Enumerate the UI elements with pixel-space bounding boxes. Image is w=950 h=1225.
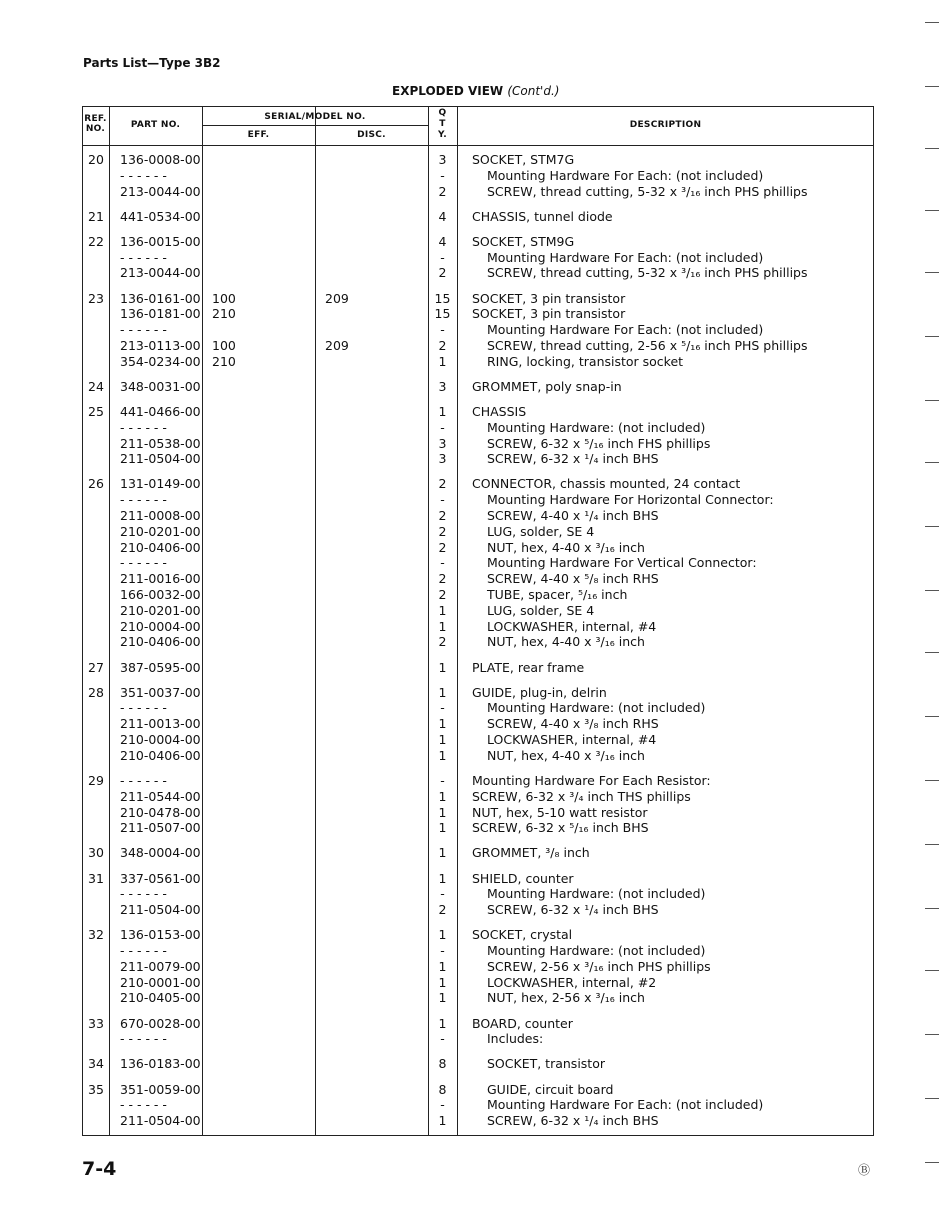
ref-number: 33 — [88, 1015, 104, 1031]
description: Mounting Hardware: (not included) — [487, 943, 706, 958]
serial-disc: 209 — [325, 337, 349, 353]
quantity: 2 — [438, 587, 447, 602]
ref-number: 29 — [88, 772, 104, 788]
ref-number: 26 — [88, 476, 104, 492]
part-number: - - - - - - — [120, 167, 167, 183]
quantity: - — [440, 772, 445, 788]
part-number: - - - - - - — [120, 555, 167, 571]
quantity: 1 — [438, 659, 447, 675]
quantity: - — [440, 419, 445, 435]
description: NUT, hex, 5-10 watt resistor — [472, 804, 648, 820]
ref-number: 20 — [88, 152, 104, 167]
quantity: 1 — [438, 958, 447, 974]
edge-mark — [925, 716, 939, 717]
part-number: 210-0406-00 — [120, 747, 201, 763]
quantity: 1 — [438, 870, 447, 886]
quantity: 2 — [438, 634, 447, 650]
description: LOCKWASHER, internal, #4 — [487, 618, 657, 634]
part-number: 211-0544-00 — [120, 788, 201, 804]
quantity: 4 — [438, 208, 447, 224]
quantity: 1 — [438, 1015, 447, 1031]
description: SCREW, 4-40 x ³/₈ inch RHS — [487, 716, 659, 732]
description: RING, locking, transistor socket — [487, 353, 684, 369]
description: LOCKWASHER, internal, #2 — [487, 974, 657, 990]
quantity: 1 — [438, 618, 447, 634]
description: SCREW, 6-32 x ¹/₄ inch BHS — [487, 1113, 659, 1129]
ref-number: 30 — [88, 845, 104, 861]
description: BOARD, counter — [472, 1015, 573, 1031]
description: NUT, hex, 2-56 x ³/₁₆ inch — [487, 990, 645, 1006]
description: SOCKET, transistor — [487, 1056, 605, 1072]
part-number: 136-0008-00 — [120, 152, 201, 167]
description: Mounting Hardware For Each: (not included) — [487, 322, 764, 338]
description: LUG, solder, SE 4 — [487, 602, 595, 618]
quantity: 4 — [438, 233, 447, 249]
part-number: 351-0059-00 — [120, 1081, 201, 1097]
quantity: - — [440, 1031, 445, 1047]
quantity: - — [440, 943, 445, 958]
section-title-text: EXPLODED VIEW — [392, 84, 504, 98]
part-number: 136-0161-00 — [120, 290, 201, 306]
part-number: 337-0561-00 — [120, 870, 201, 886]
header-serial-model: SERIAL/MODEL NO. — [264, 112, 366, 122]
quantity: - — [440, 1097, 445, 1113]
quantity: 1 — [438, 602, 447, 618]
part-number: - - - - - - — [120, 700, 167, 716]
part-number: - - - - - - — [120, 492, 167, 508]
edge-mark — [925, 590, 939, 591]
quantity: - — [440, 167, 445, 183]
edge-mark — [925, 1034, 939, 1035]
part-number: 136-0183-00 — [120, 1056, 201, 1072]
description: GROMMET, poly snap-in — [472, 378, 622, 394]
ref-number: 21 — [88, 208, 104, 224]
description: NUT, hex, 4-40 x ³/₁₆ inch — [487, 747, 645, 763]
part-number: 211-0538-00 — [120, 435, 201, 451]
description: LOCKWASHER, internal, #4 — [487, 732, 657, 747]
quantity: 1 — [438, 845, 447, 861]
description: SOCKET, 3 pin transistor — [472, 306, 626, 322]
description: CHASSIS, tunnel diode — [472, 208, 613, 224]
description: Mounting Hardware For Horizontal Connector: — [487, 492, 774, 508]
quantity: - — [440, 700, 445, 716]
description: SCREW, 6-32 x ¹/₄ inch BHS — [487, 902, 659, 918]
part-number: 213-0044-00 — [120, 183, 201, 199]
description: SCREW, 4-40 x ¹/₄ inch BHS — [487, 508, 659, 523]
description: NUT, hex, 4-40 x ³/₁₆ inch — [487, 539, 645, 555]
part-number: 211-0008-00 — [120, 508, 201, 523]
header-disc: DISC. — [357, 130, 386, 140]
part-number: 211-0504-00 — [120, 902, 201, 918]
description: SCREW, 6-32 x ¹/₄ inch BHS — [487, 451, 659, 467]
quantity: 2 — [438, 337, 447, 353]
description: Mounting Hardware: (not included) — [487, 700, 706, 716]
description: PLATE, rear frame — [472, 659, 585, 675]
description: SCREW, thread cutting, 2-56 x ⁵/₁₆ inch PHS phillips — [487, 337, 808, 353]
edge-mark — [925, 970, 939, 971]
description: SOCKET, STM7G — [472, 152, 575, 167]
header-qty-line3: Y. — [437, 130, 448, 140]
part-number: 213-0113-00 — [120, 337, 201, 353]
description: Mounting Hardware For Each: (not included) — [487, 249, 764, 265]
quantity: 3 — [438, 451, 447, 467]
ref-number: 24 — [88, 378, 104, 394]
edge-mark — [925, 652, 939, 653]
part-number: 210-0201-00 — [120, 523, 201, 539]
part-number: 210-0004-00 — [120, 618, 201, 634]
description: TUBE, spacer, ⁵/₁₆ inch — [487, 587, 628, 602]
quantity: 2 — [438, 523, 447, 539]
description: GROMMET, ³/₈ inch — [472, 845, 590, 861]
description: LUG, solder, SE 4 — [487, 523, 595, 539]
part-number: 166-0032-00 — [120, 587, 201, 602]
edge-mark — [925, 526, 939, 527]
header-ref-line1: REF. — [84, 114, 107, 124]
section-title-continued: (Cont'd.) — [507, 84, 560, 98]
description: SCREW, 2-56 x ³/₁₆ inch PHS phillips — [487, 958, 711, 974]
description: Mounting Hardware For Each Resistor: — [472, 772, 711, 788]
header-ref-line2: NO. — [85, 124, 106, 134]
edge-mark — [925, 272, 939, 273]
ref-number: 25 — [88, 403, 104, 419]
quantity: 3 — [438, 378, 447, 394]
description: Mounting Hardware: (not included) — [487, 886, 706, 902]
serial-disc: 209 — [325, 290, 349, 306]
serial-eff: 210 — [212, 353, 236, 369]
header-qty-line2: T — [439, 119, 446, 129]
quantity: - — [440, 555, 445, 571]
quantity: 1 — [438, 804, 447, 820]
edge-mark — [925, 148, 939, 149]
quantity: 1 — [438, 990, 447, 1006]
revision-mark: Ⓑ — [858, 1163, 871, 1177]
quantity: 1 — [438, 820, 447, 836]
quantity: 1 — [438, 403, 447, 419]
quantity: 2 — [438, 183, 447, 199]
description: SCREW, thread cutting, 5-32 x ³/₁₆ inch PHS phillips — [487, 183, 808, 199]
part-number: - - - - - - — [120, 419, 167, 435]
quantity: 8 — [438, 1056, 447, 1072]
quantity: 1 — [438, 974, 447, 990]
description: SHIELD, counter — [472, 870, 574, 886]
description: SCREW, 4-40 x ⁵/₈ inch RHS — [487, 571, 659, 587]
quantity: 3 — [438, 152, 447, 167]
quantity: 15 — [434, 306, 451, 322]
part-number: 211-0016-00 — [120, 571, 201, 587]
part-number: 348-0031-00 — [120, 378, 201, 394]
quantity: 2 — [438, 265, 447, 281]
quantity: 2 — [438, 476, 447, 492]
quantity: 3 — [438, 435, 447, 451]
edge-mark — [925, 1162, 939, 1163]
edge-mark — [925, 210, 939, 211]
ref-number: 31 — [88, 870, 104, 886]
description: Mounting Hardware For Each: (not included) — [487, 167, 764, 183]
part-number: 136-0153-00 — [120, 927, 201, 943]
ref-number: 35 — [88, 1081, 104, 1097]
quantity: 2 — [438, 508, 447, 523]
description: SCREW, 6-32 x ⁵/₁₆ inch BHS — [472, 820, 649, 836]
quantity: 15 — [434, 290, 451, 306]
part-number: 210-0001-00 — [120, 974, 201, 990]
quantity: 1 — [438, 788, 447, 804]
description: Mounting Hardware For Vertical Connector: — [487, 555, 757, 571]
part-number: 136-0181-00 — [120, 306, 201, 322]
part-number: 210-0406-00 — [120, 539, 201, 555]
part-number: 210-0004-00 — [120, 732, 201, 747]
part-number: - - - - - - — [120, 943, 167, 958]
part-number: 670-0028-00 — [120, 1015, 201, 1031]
page-number: 7-4 — [82, 1158, 117, 1180]
ref-number: 28 — [88, 684, 104, 700]
ref-number: 22 — [88, 233, 104, 249]
part-number: 131-0149-00 — [120, 476, 201, 492]
ref-number: 32 — [88, 927, 104, 943]
part-number: 387-0595-00 — [120, 659, 201, 675]
description: SCREW, 6-32 x ³/₄ inch THS phillips — [472, 788, 691, 804]
quantity: 2 — [438, 902, 447, 918]
quantity: - — [440, 249, 445, 265]
edge-mark — [925, 22, 939, 23]
description: SOCKET, STM9G — [472, 233, 575, 249]
quantity: 1 — [438, 716, 447, 732]
ref-number: 27 — [88, 659, 104, 675]
part-number: 351-0037-00 — [120, 684, 201, 700]
quantity: - — [440, 492, 445, 508]
edge-mark — [925, 844, 939, 845]
edge-mark — [925, 400, 939, 401]
ref-number: 34 — [88, 1056, 104, 1072]
header-description: DESCRIPTION — [629, 120, 702, 130]
part-number: 136-0015-00 — [120, 233, 201, 249]
description: GUIDE, plug-in, delrin — [472, 684, 607, 700]
quantity: 8 — [438, 1081, 447, 1097]
edge-mark — [925, 86, 939, 87]
part-number: - - - - - - — [120, 772, 167, 788]
quantity: 2 — [438, 539, 447, 555]
quantity: 1 — [438, 1113, 447, 1129]
header-qty-line1: Q — [438, 108, 447, 118]
quantity: 1 — [438, 927, 447, 943]
quantity: 1 — [438, 684, 447, 700]
part-number: - - - - - - — [120, 886, 167, 902]
part-number: 211-0013-00 — [120, 716, 201, 732]
part-number: 211-0507-00 — [120, 820, 201, 836]
description: SOCKET, 3 pin transistor — [472, 290, 626, 306]
edge-mark — [925, 908, 939, 909]
header-eff: EFF. — [247, 130, 270, 140]
description: NUT, hex, 4-40 x ³/₁₆ inch — [487, 634, 645, 650]
serial-eff: 210 — [212, 306, 236, 322]
serial-eff: 100 — [212, 337, 236, 353]
quantity: 1 — [438, 732, 447, 747]
part-number: 210-0201-00 — [120, 602, 201, 618]
part-number: - - - - - - — [120, 1031, 167, 1047]
part-number: - - - - - - — [120, 322, 167, 338]
part-number: 210-0406-00 — [120, 634, 201, 650]
description: SOCKET, crystal — [472, 927, 573, 943]
serial-eff: 100 — [212, 290, 236, 306]
part-number: 211-0504-00 — [120, 451, 201, 467]
edge-mark — [925, 1098, 939, 1099]
description: CHASSIS — [472, 403, 527, 419]
description: SCREW, thread cutting, 5-32 x ³/₁₆ inch PHS phillips — [487, 265, 808, 281]
quantity: - — [440, 886, 445, 902]
part-number: 348-0004-00 — [120, 845, 201, 861]
part-number: 354-0234-00 — [120, 353, 201, 369]
edge-mark — [925, 780, 939, 781]
description: CONNECTOR, chassis mounted, 24 contact — [472, 476, 741, 492]
quantity: 2 — [438, 571, 447, 587]
header-part-no: PART NO. — [130, 120, 181, 130]
edge-mark — [925, 336, 939, 337]
part-number: - - - - - - — [120, 249, 167, 265]
description: Includes: — [487, 1031, 544, 1047]
part-number: 210-0405-00 — [120, 990, 201, 1006]
ref-number: 23 — [88, 290, 104, 306]
edge-mark — [925, 462, 939, 463]
quantity: 1 — [438, 747, 447, 763]
quantity: - — [440, 322, 445, 338]
quantity: 1 — [438, 353, 447, 369]
part-number: 211-0079-00 — [120, 958, 201, 974]
part-number: - - - - - - — [120, 1097, 167, 1113]
part-number: 210-0478-00 — [120, 804, 201, 820]
part-number: 213-0044-00 — [120, 265, 201, 281]
description: Mounting Hardware: (not included) — [487, 419, 706, 435]
part-number: 441-0534-00 — [120, 208, 201, 224]
page-header-title: Parts List—Type 3B2 — [83, 56, 221, 70]
part-number: 441-0466-00 — [120, 403, 201, 419]
description: Mounting Hardware For Each: (not included) — [487, 1097, 764, 1113]
description: GUIDE, circuit board — [487, 1081, 614, 1097]
part-number: 211-0504-00 — [120, 1113, 201, 1129]
description: SCREW, 6-32 x ⁵/₁₆ inch FHS phillips — [487, 435, 711, 451]
